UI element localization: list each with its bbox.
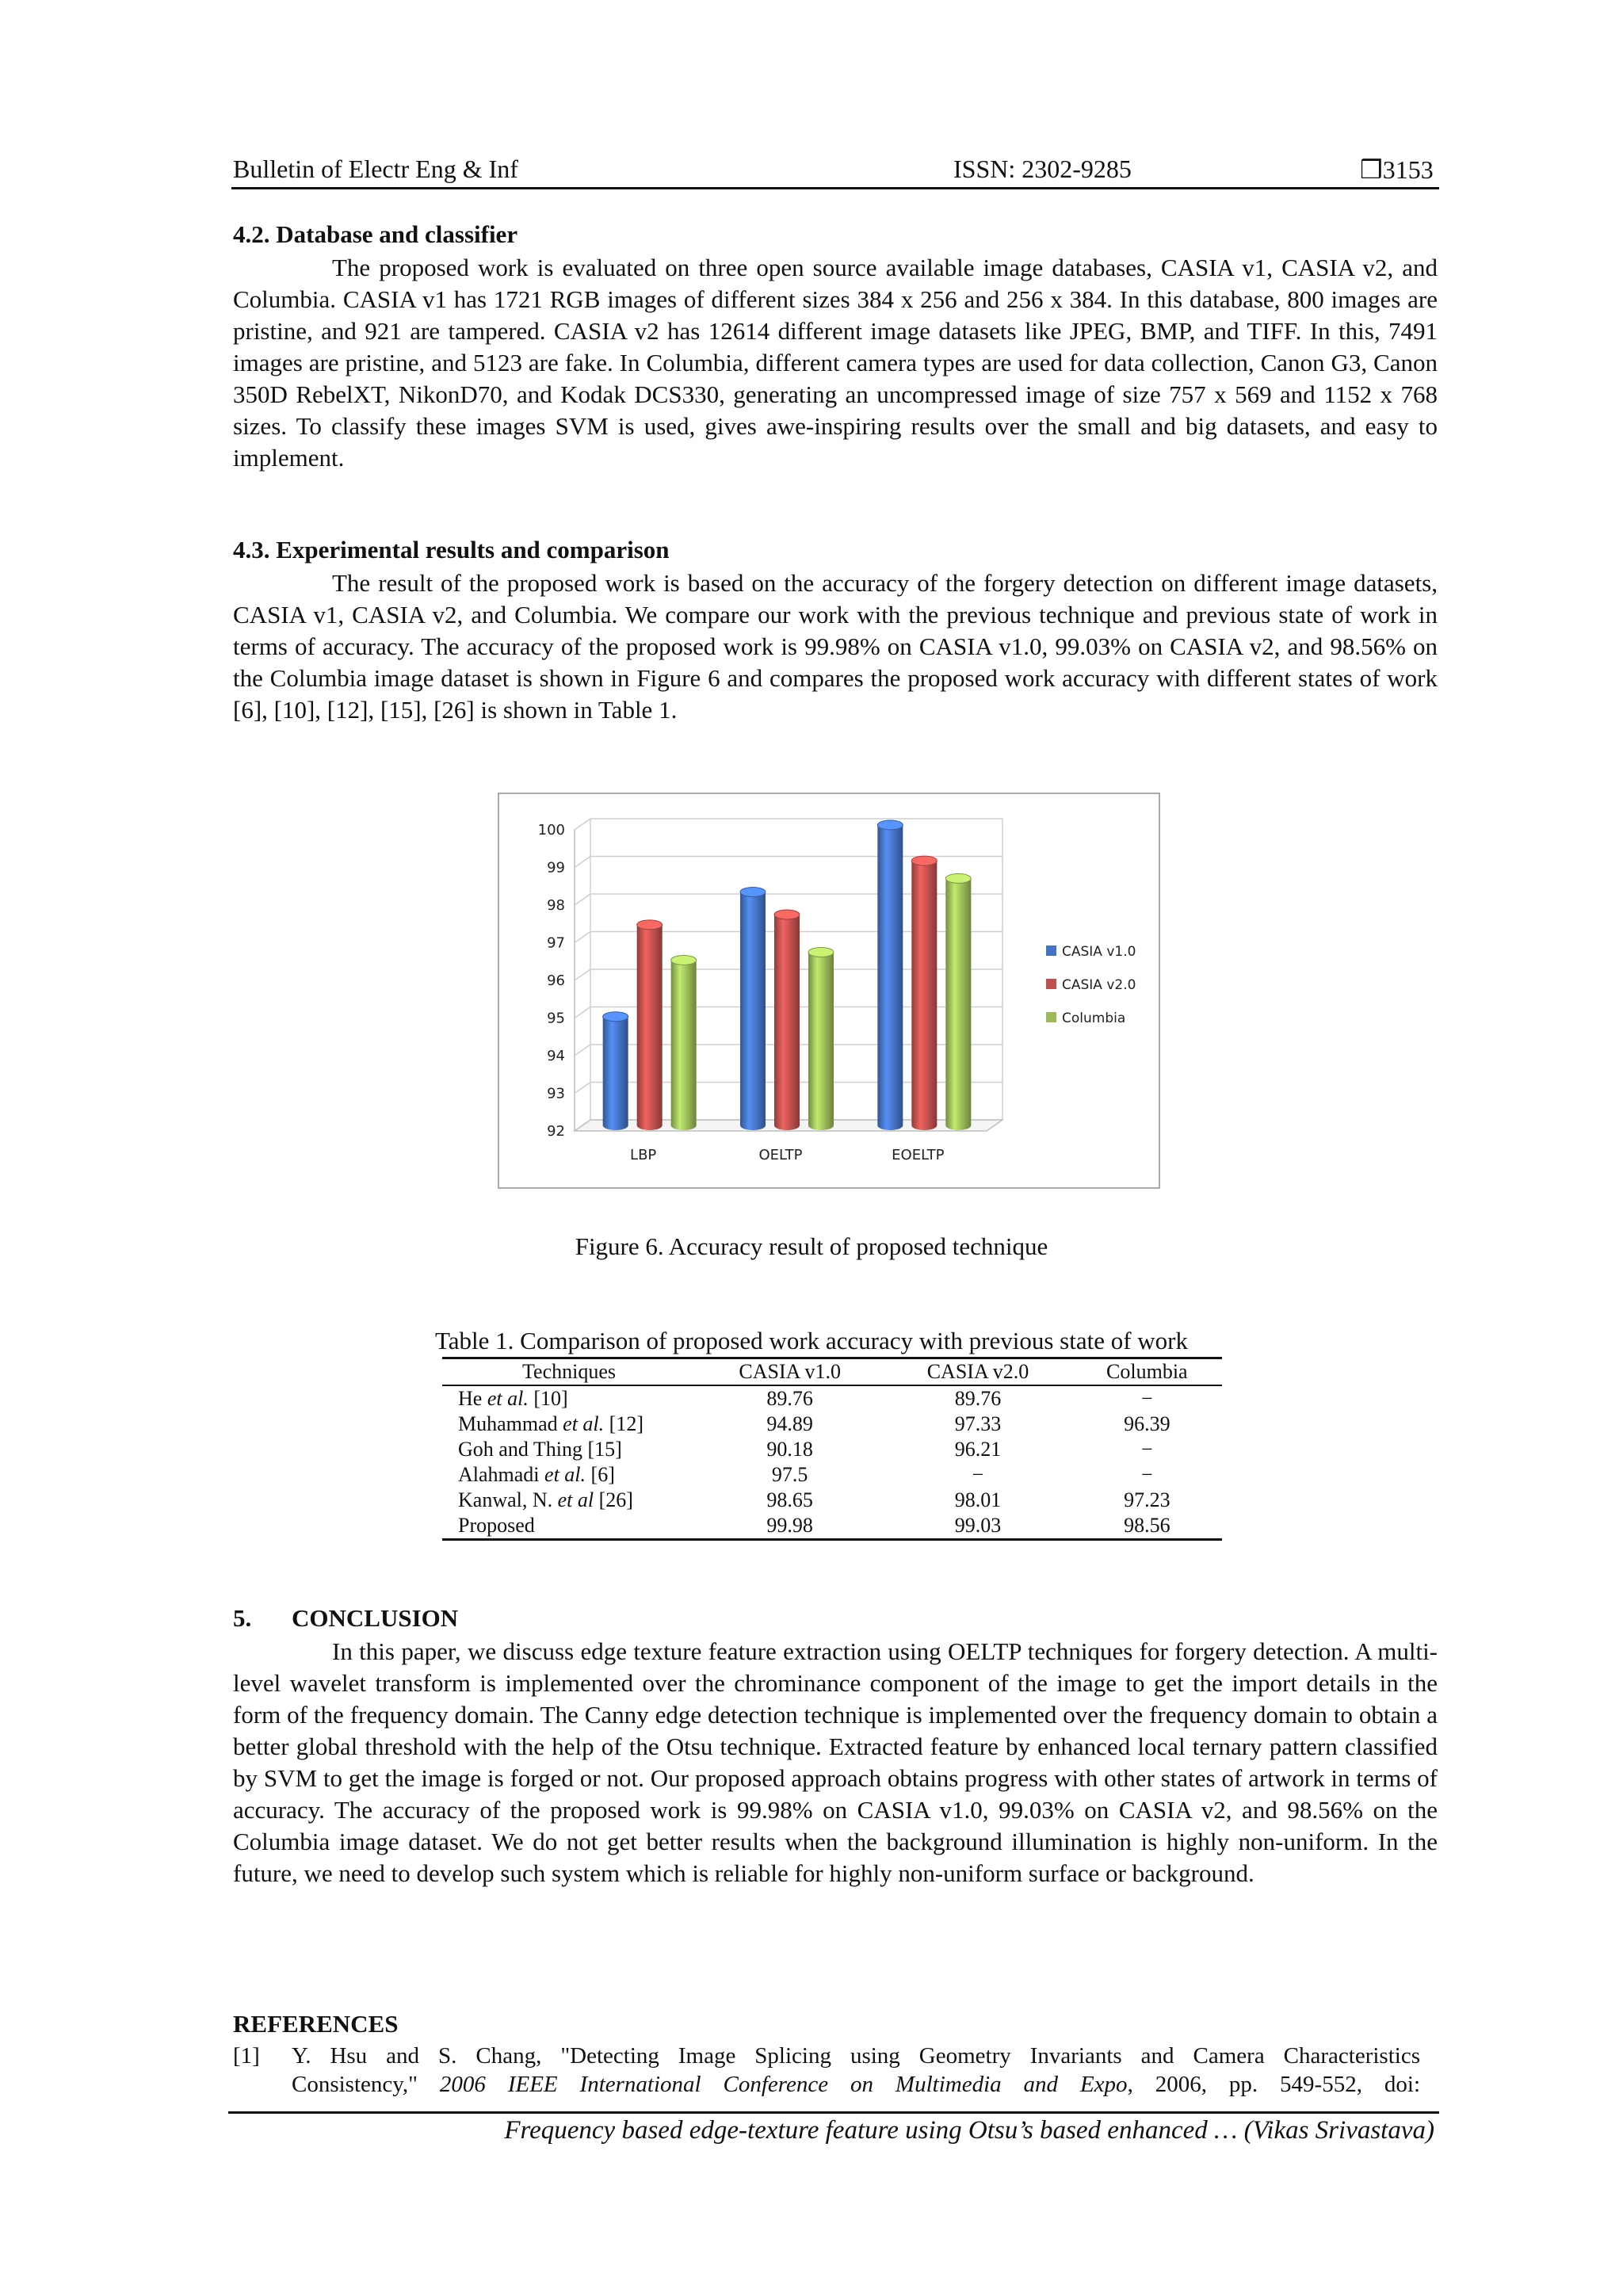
cell-columbia: 97.23 [1124,1488,1170,1511]
y-tick-label: 97 [547,934,565,952]
header-techniques: Techniques [442,1358,696,1386]
cell-columbia: − [1140,1463,1153,1486]
header-columbia: Columbia [1072,1358,1222,1386]
technique-etal: et al. [544,1463,586,1486]
cell-casia-v1: 90.18 [766,1438,813,1461]
gridline-side [575,969,590,980]
conclusion-number: 5. [233,1604,252,1632]
table-row [442,1437,1222,1462]
page-number: 3153 [1382,155,1434,184]
gridline-side [575,857,590,868]
conclusion-body: In this paper, we discuss edge texture feature extraction using OELTP techniques for forgery detection. A multi-level wavelet transform is implemented over the chrominance component of the image to get the import details in the form of the frequency domain. The Canny edge detection technique is implemented over the frequency domain to obtain a better global threshold with the help of the Otsu technique. Extracted feature by enhanced local ternary pattern classified by SVM to get the image is forged or not. Our proposed approach obtains progress with other states of artwork in terms of accuracy. The accuracy of the proposed work is 99.98% on CASIA v1.0, 99.03% on CASIA v2, and 98.56% on the Columbia image dataset. We do not get better results when the background illumination is highly non-uniform. In the future, we need to develop such system which is reliable for highly non-uniform surface or background. [233,1637,1438,1887]
gridline-side [575,932,590,943]
cell-casia-v2: − [972,1463,984,1486]
y-tick-label: 100 [537,822,565,839]
y-tick-label: 98 [547,897,565,914]
comparison-table [442,1357,1222,1541]
bar-casia-v2-0-lbp [637,925,663,1130]
technique-ref: [26] [594,1488,633,1511]
y-tick-label: 96 [547,972,565,989]
table-row [442,1513,1222,1540]
technique-etal: et al. [563,1412,605,1435]
ref1-venue: 2006 IEEE International Conference on Multimedia and Expo [439,2072,1128,2097]
figure-6-frame [498,793,1160,1189]
cell-technique [442,1385,696,1412]
section-43-body: The result of the proposed work is based on the accuracy of the forgery detection on different image datasets, CASIA v1, CASIA v2, and Columbia. We compare our work with the previous technique and previous state of work in terms of accuracy. The accuracy of the proposed work is 99.98% on CASIA v1.0, 99.03% on CASIA v2, and 98.56% on the Columbia image dataset is shown in Figure 6 and compares the proposed work accuracy with different states of work [6], [10], [12], [15], [26] is shown in Table 1. [233,569,1438,724]
bar-top [740,888,766,897]
technique-name: He [458,1387,487,1410]
cell-columbia: − [1140,1387,1153,1410]
cell-casia-v1: 98.65 [766,1488,813,1511]
x-tick-label: OELTP [758,1147,803,1163]
gridline-side [575,894,590,905]
bar-columbia-oeltp [808,953,834,1131]
bar-top [808,948,834,957]
bar-top [637,920,663,930]
running-footer: Frequency based edge-texture feature using Otsu’s based enhanced … (Vikas Srivastava) [504,2116,1434,2145]
header-casia-v2: CASIA v2.0 [884,1358,1071,1386]
cell-columbia: 96.39 [1124,1412,1170,1435]
figure-caption: Figure 6. Accuracy result of proposed technique [575,1232,1048,1260]
y-tick-label: 93 [547,1085,565,1102]
cell-technique [442,1412,696,1437]
bar-casia-v1-0-eoeltp [877,825,903,1130]
bar-top [945,873,971,883]
table-header-row [442,1358,1222,1386]
bar-columbia-lbp [671,960,697,1130]
y-tick-label: 99 [547,859,565,877]
cell-casia-v1: 97.5 [771,1463,808,1486]
header-casia-v1: CASIA v1.0 [696,1358,884,1386]
cell-casia-v2: 99.03 [884,1513,1071,1540]
bar-top [877,820,903,830]
technique-ref: [10] [528,1387,568,1410]
page-number-block [1360,155,1434,185]
technique-etal: et al [557,1488,594,1511]
technique-ref: [12] [604,1412,643,1435]
bar-columbia-eoeltp [945,878,971,1130]
cell-casia-v1: 94.89 [766,1412,813,1435]
section-42-body: The proposed work is evaluated on three open source available image databases, CASIA v1, CASIA v2, and Columbia. CASIA v1 has 1721 RGB images of different sizes 384 x 256 and 256 x 384. In this database, 800 images are pristine, and 921 are tampered. CASIA v2 has 12614 different image datasets like JPEG, BMP, and TIFF. In this, 7491 images are pristine, and 5123 are fake. In Columbia, different camera types are used for data collection, Canon G3, Canon 350D RebelXT, NikonD70, and Kodak DCS330, generating an uncompressed image of size 757 x 569 and 1152 x 768 sizes. To classify these images SVM is used, gives awe-inspiring results over the small and big datasets, and easy to implement. [233,254,1438,472]
gridline-side [575,1045,590,1056]
bar-casia-v2-0-oeltp [774,915,800,1130]
bar-casia-v1-0-lbp [603,1017,628,1130]
cell-technique [442,1462,696,1488]
ref1-line2-post: , 2006, pp. 549-552, doi: [1127,2072,1421,2097]
cell-casia-v2: 89.76 [954,1387,1002,1410]
technique-name: Goh and Thing [15] [458,1438,622,1461]
legend-swatch [1046,946,1056,956]
bar-top [911,856,937,865]
table-caption: Table 1. Comparison of proposed work accuracy with previous state of work [435,1327,1188,1354]
cell-technique [442,1437,696,1462]
gridline-side [575,1007,590,1018]
cell-technique [442,1488,696,1513]
y-tick-label: 92 [547,1123,565,1140]
technique-ref: [6] [586,1463,615,1486]
table-row [442,1462,1222,1488]
x-tick-label: EOELTP [892,1147,945,1163]
technique-name: Kanwal, N. [458,1488,558,1511]
cell-columbia: 98.56 [1072,1513,1222,1540]
cell-casia-v2: 98.01 [954,1488,1002,1511]
cell-columbia: − [1140,1438,1153,1461]
table-row [442,1412,1222,1437]
bar-top [603,1012,628,1022]
technique-etal: et al. [487,1387,529,1410]
section-43-title: 4.3. Experimental results and comparison [233,536,670,563]
conclusion-title: CONCLUSION [292,1604,459,1632]
gridline-side [575,819,590,830]
legend-label: Columbia [1062,1010,1126,1026]
issn: ISSN: 2302-9285 [953,155,1132,183]
y-tick-label: 94 [547,1048,565,1064]
cell-technique [442,1513,696,1540]
gridline-side [575,1083,590,1094]
ref1-line1: Y. Hsu and S. Chang, "Detecting Image Splicing using Geometry Invariants and Camera Characteristics [292,2043,1420,2069]
accuracy-bar-chart [499,794,1159,1187]
header-rule [231,187,1439,189]
references-title: REFERENCES [233,2010,399,2038]
ref1-number: [1] [233,2043,260,2069]
technique-name: Alahmadi [458,1463,545,1486]
legend-swatch [1046,979,1056,989]
bar-top [774,910,800,919]
cell-casia-v2: 97.33 [954,1412,1002,1435]
table-row [442,1488,1222,1513]
ref1-line2-pre: Consistency," [292,2072,440,2097]
journal-name: Bulletin of Electr Eng & Inf [233,155,518,183]
table-row [442,1385,1222,1412]
section-42-title: 4.2. Database and classifier [233,220,518,248]
technique-name: Proposed [458,1514,535,1537]
ref1-line2 [292,2070,1420,2099]
x-tick-label: LBP [630,1147,657,1163]
legend-label: CASIA v2.0 [1062,977,1136,993]
cell-casia-v1: 89.76 [766,1387,813,1410]
technique-name: Muhammad [458,1412,563,1435]
bar-casia-v2-0-eoeltp [911,861,937,1130]
y-tick-label: 95 [547,1010,565,1027]
page-box-icon: ❒ [1360,155,1383,184]
legend-label: CASIA v1.0 [1062,944,1136,960]
footer-rule [228,2111,1439,2114]
cell-casia-v2: 96.21 [954,1438,1002,1461]
legend-swatch [1046,1012,1056,1022]
bar-casia-v1-0-oeltp [740,892,766,1131]
cell-casia-v1: 99.98 [696,1513,884,1540]
bar-top [671,955,697,965]
